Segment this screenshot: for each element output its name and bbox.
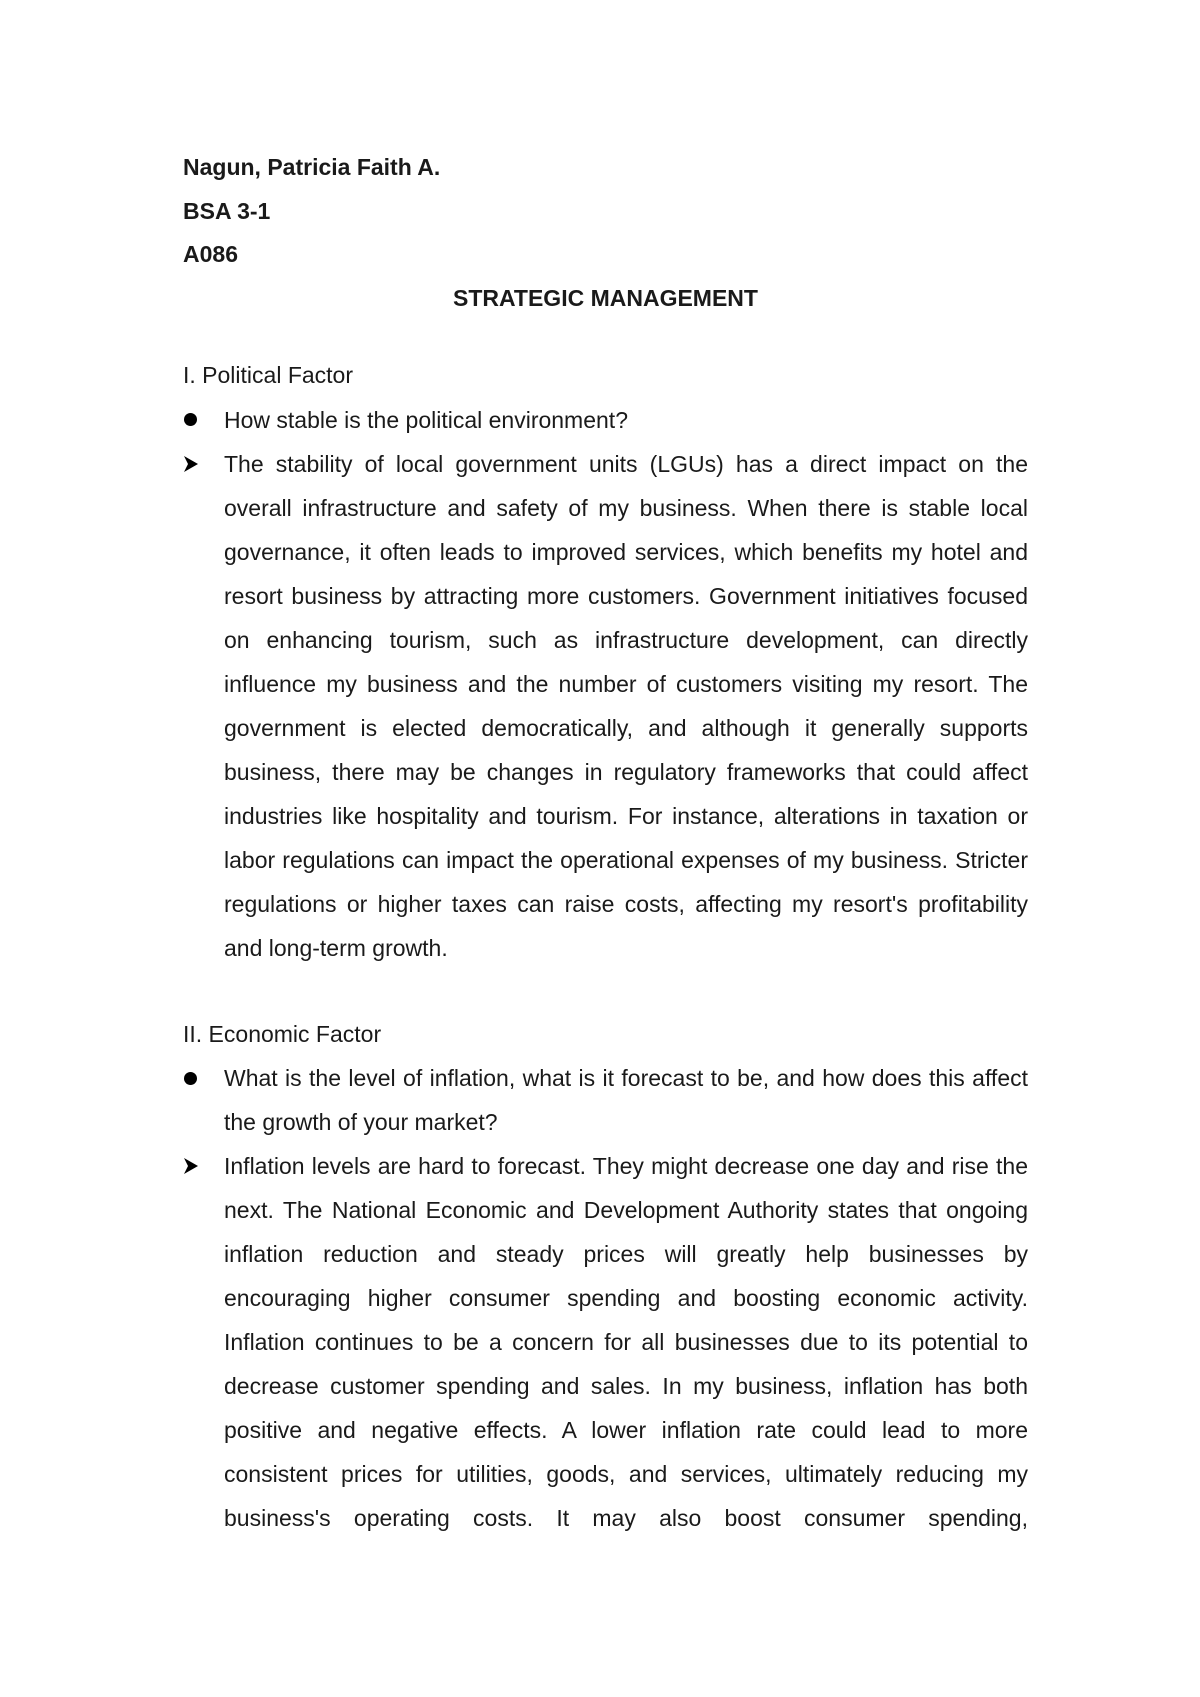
filled-circle-bullet-icon xyxy=(183,1056,207,1100)
economic-question-text: What is the level of inflation, what is it forecast to be, and how does this affect the growth of your market? xyxy=(224,1065,1028,1135)
political-answer-text: The stability of local government units (LGUs) has a direct impact on the overall infrastructure and safety of my business. When there is stable local governance, it often leads to improved services, which benefits my hotel and resort business by attracting more customers. Government initiatives focused on enhancing tourism, such as infrastructure development, can directly influence my business and the number of customers visiting my resort. The government is elected democratically, and although it generally supports business, there may be changes in regulatory frameworks that could affect industries like hospitality and tourism. For instance, alterations in taxation or labor regulations can impact the operational expenses of my business. Stricter regulations or higher taxes can raise costs, affecting my resort's profitability and long-term growth. xyxy=(224,450,1028,961)
economic-answer-item xyxy=(183,1144,1028,1540)
arrowhead-bullet-icon xyxy=(183,1144,207,1188)
document-title: STRATEGIC MANAGEMENT xyxy=(453,284,758,311)
student-section: BSA 3-1 xyxy=(183,197,271,224)
document-content xyxy=(183,146,1028,1540)
political-factor-heading: I. Political Factor xyxy=(183,362,353,388)
political-answer-item xyxy=(183,442,1028,970)
economic-answer-text: Inflation levels are hard to forecast. They might decrease one day and rise the next. The National Economic and Development Authority states that ongoing inflation reduction and steady prices will greatly help businesses by encouraging higher consumer spending and boosting economic activity. Inflation continues to be a concern for all businesses due to its potential to decrease customer spending and sales. In my business, inflation has both positive and negative effects. A lower inflation rate could lead to more consistent prices for utilities, goods, and services, ultimately reducing my business's operating costs. It may also boost consumer spending, xyxy=(224,1153,1028,1531)
political-question-item xyxy=(183,398,1028,442)
economic-factor-heading: II. Economic Factor xyxy=(183,1020,382,1047)
spacer xyxy=(183,970,1028,1013)
political-question-text: How stable is the political environment? xyxy=(224,406,628,433)
spacer xyxy=(183,320,1028,354)
arrowhead-bullet-icon xyxy=(183,442,207,486)
student-name: Nagun, Patricia Faith A. xyxy=(183,154,441,180)
filled-circle-bullet-icon xyxy=(183,398,207,442)
student-code: A086 xyxy=(183,241,238,267)
economic-question-item xyxy=(183,1056,1028,1144)
